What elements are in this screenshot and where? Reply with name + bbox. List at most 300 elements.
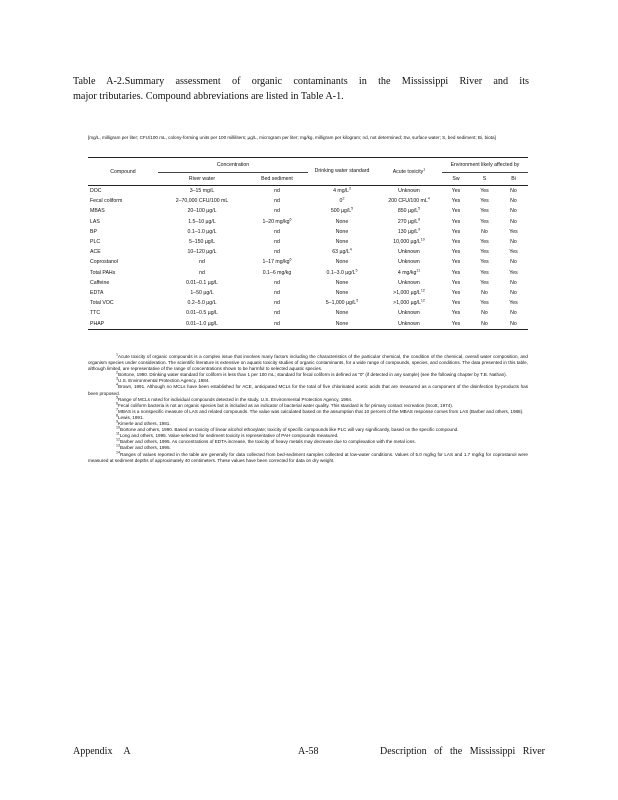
- cell-acute-toxicity: [376, 268, 442, 278]
- footnote-text: Lewis, 1991.: [118, 414, 144, 420]
- header-bi: Bi: [499, 173, 528, 186]
- cell-s-value: Yes: [480, 269, 489, 276]
- cell-compound-value: Coprostanol: [90, 259, 118, 266]
- cell-sw: [442, 308, 470, 318]
- footnote-text: MBAS is a nonspecific measure of LAS and related compounds. The value was calculated based on the assumption that 10 percent of the MBAS response comes from LAS (Barber and others, 1988).: [118, 408, 524, 414]
- footnote-text: Bortone and others, 1990. Based on toxicity of linear alcohol ethoxylate; toxicity of specific compounds like PLC will vary significantly, based on the specific compound.: [120, 427, 459, 433]
- cell-bi: [499, 308, 528, 318]
- footnote-text: Brown, 1991. Although no MCLs have been established for ACE, anticipated MCLs for the total of five chlorinated acetic acids that are measured as a component of the disinfection by-products has been proposed.: [88, 384, 528, 396]
- cell-compound-value: Caffeine: [90, 279, 110, 286]
- cell-sw-value: Yes: [451, 259, 461, 266]
- cell-sw: [442, 298, 470, 308]
- header-s: S: [470, 173, 499, 186]
- footnote-number: 9: [116, 419, 118, 424]
- footnote-text: Ranges of values reported in the table are generally for data collected from bed-sediment samples collected at low-water conditions. Values of 5.0 mg/kg for LAS and 1.7 mg/kg for coprostanol were measured at sediment depths of approximately 40 centimeters. These values have been corrected for data on dry weight.: [88, 451, 528, 463]
- cell-acute-toxicity: [376, 206, 442, 216]
- cell-compound: [88, 247, 158, 257]
- cell-s: [470, 257, 499, 267]
- cell-compound-value: BP: [90, 228, 97, 235]
- cell-drinking-water: [308, 237, 376, 247]
- cell-river-water: [158, 206, 246, 216]
- cell-river-water-value: 3–15 mg/L: [189, 188, 215, 195]
- cell-sw-value: Yes: [451, 239, 461, 246]
- cell-sw-value: Yes: [451, 188, 461, 195]
- cell-s-value: Yes: [480, 218, 489, 225]
- cell-acute-toxicity-value: >1,000 µg/L: [393, 289, 421, 296]
- cell-drinking-water: [308, 257, 376, 267]
- table-caption: [73, 74, 529, 104]
- cell-drinking-water: [308, 247, 376, 257]
- cell-river-water: [158, 298, 246, 308]
- cell-river-water: [158, 268, 246, 278]
- cell-compound-value: ACE: [90, 249, 101, 256]
- cell-acute-toxicity-footnote-ref: 4: [427, 196, 430, 201]
- cell-river-water-value: 1.5–10 µg/L: [188, 218, 216, 225]
- cell-bed-sediment: [246, 196, 308, 206]
- footnote-number: 10: [116, 425, 120, 430]
- cell-acute-toxicity: [376, 217, 442, 227]
- cell-drinking-water-footnote-ref: 5: [356, 298, 359, 303]
- cell-acute-toxicity-value: Unknown: [398, 279, 420, 286]
- footnote-number: 7: [116, 407, 118, 412]
- cell-acute-toxicity-value: 130 µg/L: [397, 228, 419, 235]
- cell-s-value: Yes: [480, 249, 489, 256]
- cell-drinking-water-footnote-ref: 5: [351, 206, 354, 211]
- cell-bi-value: No: [510, 279, 517, 286]
- footnote-text: Acute toxicity of organic compounds is a complex issue that involves many factors including the characteristics of the particular chemical, the condition of the chemical, overall water composition, and organism species under consideration. The scientific literature is extensive on aquatic toxicity studies of organic contaminants, for a wide range of compounds, species, and conditions. The data presented in this table, although limited, are representative of the range of concentrations shown to be harmful to selected aquatic species.: [88, 354, 528, 372]
- cell-drinking-water-value: 63 µg/L: [332, 249, 350, 256]
- cell-drinking-water-value: 4 mg/L: [333, 188, 349, 195]
- cell-compound-value: PHAP: [90, 320, 105, 327]
- cell-bi-value: Yes: [509, 300, 518, 307]
- header-river-water: River water: [158, 173, 246, 186]
- header-acute-toxicity-note: 1: [423, 166, 426, 171]
- cell-bi: [499, 217, 528, 227]
- cell-compound: [88, 298, 158, 308]
- cell-s-value: Yes: [480, 300, 489, 307]
- cell-bi: [499, 278, 528, 288]
- cell-river-water-value: 5–150 µg/L: [188, 239, 216, 246]
- cell-compound: [88, 206, 158, 216]
- cell-drinking-water-value: None: [335, 310, 349, 317]
- cell-bi: [499, 257, 528, 267]
- cell-s: [470, 247, 499, 257]
- cell-drinking-water-footnote-ref: 5: [355, 267, 358, 272]
- cell-bed-sediment: [246, 186, 308, 197]
- cell-compound: [88, 237, 158, 247]
- table-row: [88, 196, 528, 206]
- cell-s-value: Yes: [480, 279, 489, 286]
- footnote-text: Long and others, 1995. Value selected for sediment toxicity is representative of PAH compounds measured.: [119, 433, 339, 439]
- footnote-number: 8: [116, 413, 118, 418]
- cell-river-water: [158, 257, 246, 267]
- page-footer: [73, 746, 545, 760]
- cell-bed-sediment-value: nd: [274, 289, 280, 296]
- footnote-text: Range of MCLs noted for individual compounds detected in the study. U.S. Environmental Protection Agency, 1994.: [118, 396, 353, 402]
- cell-drinking-water: [308, 227, 376, 237]
- cell-bed-sediment-footnote-ref: 6: [289, 216, 292, 221]
- table-body: [88, 186, 528, 330]
- cell-bi-value: No: [510, 310, 517, 317]
- cell-bi-value: No: [510, 239, 517, 246]
- cell-acute-toxicity-value: 200 CFU/100 mL: [388, 198, 428, 205]
- table-row: [88, 206, 528, 216]
- table-row: [88, 257, 528, 267]
- table-row: [88, 288, 528, 298]
- cell-sw-value: Yes: [451, 279, 461, 286]
- cell-acute-toxicity: [376, 247, 442, 257]
- cell-acute-toxicity: [376, 237, 442, 247]
- cell-bed-sediment-value: nd: [274, 228, 280, 235]
- cell-bed-sediment: [246, 278, 308, 288]
- footnote-number: 11: [116, 431, 120, 436]
- header-bed-sediment: Bed sediment: [246, 173, 308, 186]
- cell-drinking-water: [308, 186, 376, 197]
- header-drinking-water-standard: Drinking water standard: [308, 158, 376, 186]
- cell-sw-value: Yes: [451, 249, 461, 256]
- header-acute-toxicity-label: Acute toxicity: [392, 168, 424, 175]
- cell-acute-toxicity-footnote-ref: 11: [416, 267, 421, 272]
- cell-compound: [88, 278, 158, 288]
- caption-line-1: Table A-2.Summary assessment of organic contaminants in the Mississippi River and its: [73, 76, 529, 87]
- cell-drinking-water-value: None: [335, 279, 349, 286]
- cell-drinking-water-value: None: [335, 320, 349, 327]
- cell-s-value: Yes: [480, 198, 489, 205]
- cell-bed-sediment: [246, 217, 308, 227]
- cell-bed-sediment: [246, 227, 308, 237]
- cell-acute-toxicity-footnote-ref: 9: [418, 227, 421, 232]
- cell-sw: [442, 278, 470, 288]
- cell-bed-sediment: [246, 206, 308, 216]
- cell-s-value: Yes: [480, 259, 489, 266]
- footnote-number: 13: [116, 443, 120, 448]
- table-row: [88, 318, 528, 329]
- cell-s: [470, 268, 499, 278]
- cell-bi-value: No: [510, 289, 517, 296]
- cell-bed-sediment: [246, 288, 308, 298]
- cell-bi: [499, 227, 528, 237]
- footnote-number: 14: [116, 449, 120, 454]
- cell-sw-value: Yes: [451, 310, 461, 317]
- cell-compound-value: Total VOC: [90, 300, 114, 307]
- cell-acute-toxicity-footnote-ref: 10: [420, 237, 425, 242]
- cell-drinking-water-value: 5–1,000 µg/L: [325, 300, 357, 307]
- cell-bed-sediment: [246, 308, 308, 318]
- cell-drinking-water-value: None: [335, 218, 349, 225]
- cell-acute-toxicity-value: Unknown: [398, 249, 420, 256]
- cell-drinking-water-footnote-ref: 3: [348, 186, 351, 191]
- cell-sw-value: Yes: [451, 218, 461, 225]
- cell-acute-toxicity-value: 270 µg/L: [397, 218, 419, 225]
- cell-sw: [442, 288, 470, 298]
- cell-bi-value: No: [510, 208, 517, 215]
- footnote-text: Bortone, 1990. Drinking water standard for coliform is less than 1 per 100 mL; standard for fecal coliform is defined as "0" (if detected in any sample) (see the following chapter by T.B. Nathan).: [118, 372, 507, 378]
- cell-sw: [442, 217, 470, 227]
- cell-bed-sediment-value: nd: [274, 239, 280, 246]
- cell-bed-sediment-value: nd: [274, 320, 280, 327]
- cell-compound: [88, 308, 158, 318]
- cell-drinking-water-footnote-ref: 2: [342, 196, 345, 201]
- cell-bi-value: No: [510, 218, 517, 225]
- footnote-number: 2: [116, 370, 118, 375]
- cell-compound: [88, 186, 158, 197]
- cell-bi: [499, 206, 528, 216]
- cell-s-value: Yes: [480, 239, 489, 246]
- header-environment: Environment likely affected by: [442, 158, 528, 173]
- cell-acute-toxicity-value: 4 mg/kg: [397, 269, 417, 276]
- cell-river-water: [158, 186, 246, 197]
- cell-river-water: [158, 308, 246, 318]
- table-row: [88, 278, 528, 288]
- cell-drinking-water: [308, 308, 376, 318]
- cell-river-water: [158, 237, 246, 247]
- cell-bi-value: No: [510, 188, 517, 195]
- cell-drinking-water: [308, 268, 376, 278]
- table-row: [88, 186, 528, 197]
- cell-river-water-value: 0.01–1.0 µg/L: [186, 320, 218, 327]
- cell-bi-value: Yes: [509, 228, 518, 235]
- cell-river-water: [158, 196, 246, 206]
- cell-bi: [499, 186, 528, 197]
- cell-sw: [442, 268, 470, 278]
- cell-sw: [442, 196, 470, 206]
- cell-bed-sediment-value: 1–17 mg/kg: [262, 259, 290, 266]
- cell-acute-toxicity: [376, 288, 442, 298]
- cell-sw-value: Yes: [451, 289, 461, 296]
- cell-river-water-value: 0.2–5.0 µg/L: [187, 300, 217, 307]
- cell-acute-toxicity-value: Unknown: [398, 310, 420, 317]
- cell-bi: [499, 237, 528, 247]
- cell-acute-toxicity-footnote-ref: 12: [420, 298, 425, 303]
- cell-drinking-water: [308, 318, 376, 329]
- cell-compound-value: LAS: [90, 218, 100, 225]
- footnote-number: 12: [116, 437, 120, 442]
- cell-compound-value: EDTA: [90, 289, 104, 296]
- cell-s: [470, 217, 499, 227]
- cell-compound: [88, 217, 158, 227]
- cell-sw: [442, 227, 470, 237]
- cell-drinking-water-value: 0: [339, 198, 343, 205]
- footnote: [88, 384, 528, 396]
- header-acute-toxicity: [376, 158, 442, 186]
- cell-bed-sediment-value: nd: [274, 208, 280, 215]
- contaminant-table: [88, 157, 528, 330]
- cell-sw: [442, 186, 470, 197]
- footnote-number: 6: [116, 401, 118, 406]
- cell-drinking-water-value: 0.1–3.0 µg/L: [326, 269, 356, 276]
- table-row: [88, 247, 528, 257]
- cell-drinking-water: [308, 217, 376, 227]
- cell-bed-sediment-value: 0.1–6 mg/kg: [262, 269, 292, 276]
- cell-bed-sediment-value: 1–20 mg/kg: [262, 218, 290, 225]
- caption-line-2: major tributaries. Compound abbreviations are listed in Table A-1.: [73, 91, 344, 102]
- cell-s-value: No: [481, 320, 488, 327]
- table-row: [88, 227, 528, 237]
- cell-sw-value: Yes: [451, 320, 461, 327]
- cell-bed-sediment: [246, 257, 308, 267]
- cell-s: [470, 298, 499, 308]
- cell-s: [470, 318, 499, 329]
- cell-bed-sediment-value: nd: [274, 279, 280, 286]
- cell-river-water: [158, 247, 246, 257]
- cell-bed-sediment: [246, 247, 308, 257]
- cell-s: [470, 237, 499, 247]
- cell-bi-value: No: [510, 198, 517, 205]
- cell-s: [470, 308, 499, 318]
- cell-acute-toxicity: [376, 227, 442, 237]
- cell-bed-sediment: [246, 237, 308, 247]
- header-compound: Compound: [88, 158, 158, 186]
- cell-sw: [442, 237, 470, 247]
- cell-acute-toxicity: [376, 308, 442, 318]
- cell-drinking-water: [308, 298, 376, 308]
- footnote-number: 4: [116, 382, 118, 387]
- cell-river-water: [158, 318, 246, 329]
- cell-s-value: No: [481, 289, 488, 296]
- cell-compound-value: TTC: [90, 310, 101, 317]
- cell-bed-sediment: [246, 298, 308, 308]
- cell-compound-value: DOC: [90, 188, 102, 195]
- cell-compound-value: Fecal coliform: [90, 198, 123, 205]
- cell-s: [470, 278, 499, 288]
- footer-section-title: Description of the Mississippi River: [380, 746, 545, 757]
- cell-compound: [88, 288, 158, 298]
- cell-s-value: Yes: [480, 188, 489, 195]
- cell-acute-toxicity-value: 850 µg/L: [397, 208, 419, 215]
- cell-compound-value: PLC: [90, 239, 101, 246]
- cell-acute-toxicity-value: >1,000 µg/L: [393, 300, 421, 307]
- footnote-number: 3: [116, 376, 118, 381]
- cell-river-water-value: 0.01–0.5 µg/L: [186, 310, 218, 317]
- cell-compound: [88, 227, 158, 237]
- cell-acute-toxicity-footnote-ref: 8: [418, 216, 421, 221]
- cell-bi: [499, 247, 528, 257]
- cell-bi-value: No: [510, 320, 517, 327]
- cell-s-value: No: [481, 228, 488, 235]
- cell-acute-toxicity: [376, 196, 442, 206]
- cell-compound-value: Total PAHs: [90, 269, 116, 276]
- cell-river-water: [158, 288, 246, 298]
- header-sw: Sw: [442, 173, 470, 186]
- cell-river-water-value: 0.01–0.1 µg/L: [186, 279, 218, 286]
- cell-sw-value: Yes: [451, 208, 461, 215]
- cell-river-water-value: 2–70,000 CFU/100 mL: [175, 198, 229, 205]
- cell-drinking-water-value: None: [335, 239, 349, 246]
- cell-acute-toxicity-value: Unknown: [398, 259, 420, 266]
- cell-drinking-water-value: None: [335, 228, 349, 235]
- footnote: [88, 449, 528, 464]
- cell-bi: [499, 268, 528, 278]
- cell-sw-value: Yes: [451, 300, 461, 307]
- contaminant-table-container: [88, 157, 528, 330]
- footnote-text: U.S. Environmental Protection Agency, 1984.: [118, 378, 210, 384]
- cell-bi: [499, 196, 528, 206]
- table-row: [88, 217, 528, 227]
- cell-compound: [88, 196, 158, 206]
- cell-acute-toxicity-footnote-ref: 12: [420, 288, 425, 293]
- cell-drinking-water-value: 500 µg/L: [330, 208, 352, 215]
- cell-acute-toxicity-value: 10,000 µg/L: [393, 239, 421, 246]
- table-row: [88, 237, 528, 247]
- cell-acute-toxicity: [376, 318, 442, 329]
- cell-compound-value: MBAS: [90, 208, 105, 215]
- footnote-text: Kimerle and others, 1981.: [118, 421, 171, 427]
- cell-bed-sediment-value: nd: [274, 300, 280, 307]
- cell-bed-sediment-value: nd: [274, 198, 280, 205]
- cell-drinking-water: [308, 288, 376, 298]
- footer-page-number: A-58: [298, 746, 319, 757]
- cell-bed-sediment-footnote-ref: 6: [289, 257, 292, 262]
- cell-drinking-water-value: None: [335, 259, 349, 266]
- cell-s: [470, 196, 499, 206]
- footnote-text: Barber and others, 1995.: [120, 445, 171, 451]
- cell-river-water-value: 0.1–1.0 µg/L: [187, 228, 217, 235]
- cell-bi-value: Yes: [509, 269, 518, 276]
- cell-s: [470, 206, 499, 216]
- cell-s: [470, 227, 499, 237]
- cell-river-water-value: nd: [199, 259, 205, 266]
- cell-bed-sediment-value: nd: [274, 310, 280, 317]
- cell-sw: [442, 247, 470, 257]
- table-row: [88, 298, 528, 308]
- cell-river-water-value: 10–120 µg/L: [187, 249, 217, 256]
- cell-acute-toxicity: [376, 186, 442, 197]
- cell-sw-value: Yes: [451, 198, 461, 205]
- cell-bi: [499, 288, 528, 298]
- table-row: [88, 268, 528, 278]
- cell-sw-value: Yes: [451, 269, 461, 276]
- table-row: [88, 308, 528, 318]
- footnote-number: 1: [116, 352, 118, 357]
- footnote-text: Barber and others, 1995. As concentrations of EDTA increase, the toxicity of heavy metals may decrease due to complexation with the metal ions.: [120, 439, 416, 445]
- table-headnote: [mg/L, milligram per liter; CFU/100 mL, colony-forming units per 100 milliliters; µg/L, microgram per liter; mg/kg, milligram per kilogram; nd, not determined; Sw, surface water; S, bed sediment; Bi, biota]: [88, 135, 496, 140]
- cell-acute-toxicity-footnote-ref: 5: [418, 206, 421, 211]
- cell-s: [470, 288, 499, 298]
- cell-acute-toxicity-value: Unknown: [398, 320, 420, 327]
- cell-compound: [88, 268, 158, 278]
- cell-bi-value: No: [510, 259, 517, 266]
- cell-river-water-value: 20–100 µg/L: [187, 208, 217, 215]
- cell-bed-sediment: [246, 318, 308, 329]
- footnotes: [88, 354, 528, 464]
- footnote: [88, 354, 528, 372]
- cell-drinking-water-footnote-ref: 4: [349, 247, 352, 252]
- cell-bed-sediment-value: nd: [274, 188, 280, 195]
- footnote-number: 5: [116, 395, 118, 400]
- cell-bi-value: Yes: [509, 249, 518, 256]
- cell-bed-sediment: [246, 268, 308, 278]
- cell-bed-sediment-value: nd: [274, 249, 280, 256]
- cell-s-value: No: [481, 310, 488, 317]
- footnote-text: Fecal coliform bacteria is not an organic species but is included as an indicator of bacterial water quality. This standard is for primary contact recreation (Scott, 1974).: [118, 402, 454, 408]
- cell-river-water: [158, 217, 246, 227]
- header-concentration: Concentration: [158, 158, 308, 173]
- cell-s: [470, 186, 499, 197]
- cell-compound: [88, 257, 158, 267]
- cell-acute-toxicity: [376, 278, 442, 288]
- cell-river-water-value: 1–50 µg/L: [190, 289, 214, 296]
- cell-sw: [442, 257, 470, 267]
- cell-river-water-value: nd: [199, 269, 205, 276]
- footer-appendix-label: Appendix A: [73, 746, 131, 757]
- cell-compound: [88, 318, 158, 329]
- cell-acute-toxicity: [376, 298, 442, 308]
- cell-sw: [442, 318, 470, 329]
- cell-river-water: [158, 278, 246, 288]
- cell-drinking-water-value: None: [335, 289, 349, 296]
- cell-acute-toxicity: [376, 257, 442, 267]
- cell-river-water: [158, 227, 246, 237]
